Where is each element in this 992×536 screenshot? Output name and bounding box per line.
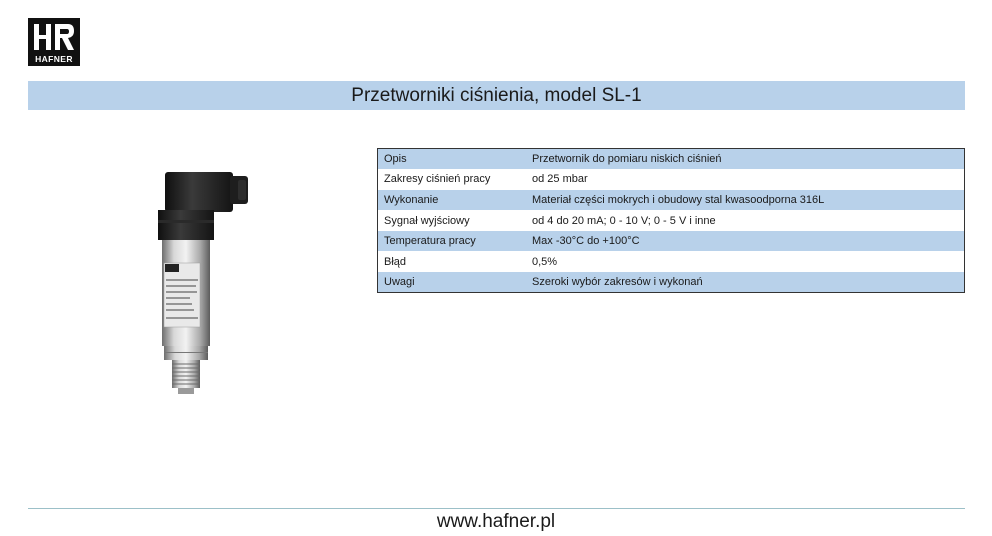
table-row — [378, 190, 965, 211]
spec-key: Błąd — [378, 251, 527, 272]
spec-key: Uwagi — [378, 272, 527, 293]
spec-key: Sygnał wyjściowy — [378, 210, 527, 231]
logo-text: HAFNER — [35, 54, 73, 64]
spec-key: Temperatura pracy — [378, 231, 527, 252]
spec-key: Zakresy ciśnień pracy — [378, 169, 527, 190]
table-row — [378, 251, 965, 272]
spec-key: Opis — [378, 149, 527, 170]
spec-value: Max -30°C do +100°C — [526, 231, 965, 252]
spec-key: Wykonanie — [378, 190, 527, 211]
table-row — [378, 272, 965, 293]
page-title: Przetworniki ciśnienia, model SL-1 — [351, 84, 642, 106]
hr-monogram-icon — [28, 18, 80, 56]
footer-url[interactable]: www.hafner.pl — [436, 511, 556, 532]
spec-value: Szeroki wybór zakresów i wykonań — [526, 272, 965, 293]
spec-value: Przetwornik do pomiaru niskich ciśnień — [526, 149, 965, 170]
spec-table — [377, 148, 965, 293]
spec-value: od 25 mbar — [526, 169, 965, 190]
table-row — [378, 149, 965, 170]
hafner-logo — [28, 18, 80, 66]
spec-value: Materiał części mokrych i obudowy stal kwasoodporna 316L — [526, 190, 965, 211]
table-row — [378, 231, 965, 252]
table-row — [378, 169, 965, 190]
table-row — [378, 210, 965, 231]
footer-divider — [28, 508, 965, 509]
product-image — [150, 168, 255, 398]
spec-value: od 4 do 20 mA; 0 - 10 V; 0 - 5 V i inne — [526, 210, 965, 231]
title-band — [28, 81, 965, 110]
spec-value: 0,5% — [526, 251, 965, 272]
